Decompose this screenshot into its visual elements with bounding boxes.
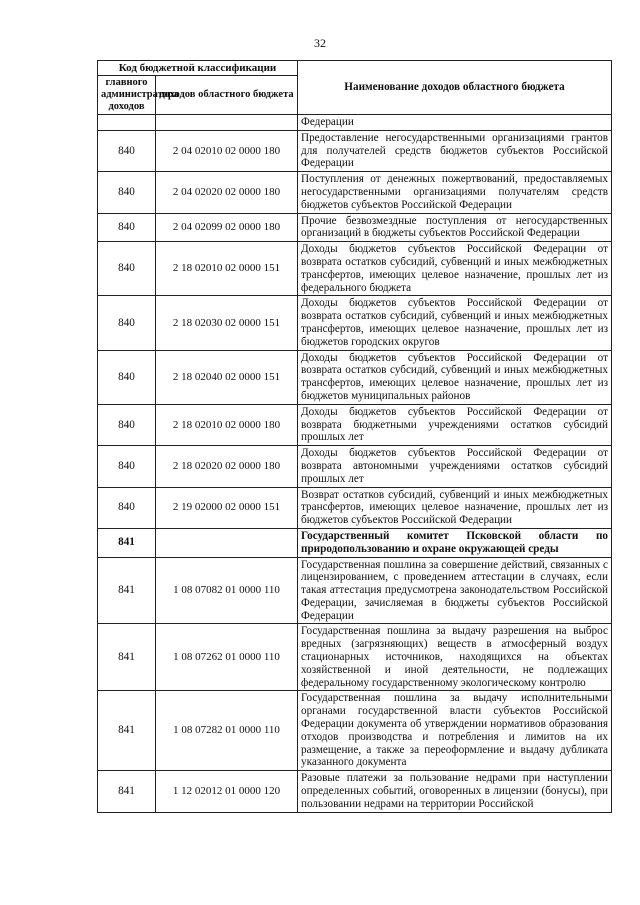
income-name-cell: Государственный комитет Псковской области по природопользованию и охране окружающей среды [298, 528, 612, 557]
income-code-cell: 2 04 02010 02 0000 180 [156, 130, 298, 171]
table-row [98, 771, 612, 812]
table-row [98, 528, 612, 557]
income-code-cell: 2 18 02020 02 0000 180 [156, 446, 298, 487]
table-header [98, 61, 612, 115]
income-name-cell: Прочие безвозмездные поступления от негосударственных организаций в бюджеты субъектов Российской Федерации [298, 213, 612, 242]
header-income-name: Наименование доходов областного бюджета [298, 61, 612, 115]
admin-code-cell: 840 [98, 172, 156, 213]
income-code-cell: 2 19 02000 02 0000 151 [156, 487, 298, 528]
income-name-cell: Федерации [298, 115, 612, 131]
table-row [98, 296, 612, 350]
admin-code-cell: 841 [98, 624, 156, 691]
table-body [98, 115, 612, 813]
income-code-cell: 1 12 02012 01 0000 120 [156, 771, 298, 812]
income-name-cell: Разовые платежи за пользование недрами при наступлении определенных событий, оговоренных в лицензии (бонусы), при пользовании недрами на территории Российской [298, 771, 612, 812]
admin-code-cell: 840 [98, 213, 156, 242]
income-name-cell: Государственная пошлина за выдачу исполнительными органами государственной власти субъектов Российской Федерации документа об утверждении нормативов образования отходов производства и потребления и лимитов на их размещение, а также за переоформление и выдачу дубликата указанного документа [298, 691, 612, 771]
income-name-cell: Доходы бюджетов субъектов Российской Федерации от возврата остатков субсидий, субвенций и иных межбюджетных трансфертов, имеющих целевое назначение, прошлых лет из бюджетов муниципальных районов [298, 350, 612, 404]
income-name-cell: Государственная пошлина за совершение действий, связанных с лицензированием, с проведением аттестации в случаях, если такая аттестация предусмотрена законодательством Российской Федерации, зачисляемая в бюджеты субъектов Российской Федерации [298, 557, 612, 624]
header-chief-administrator: главного администратора доходов [98, 76, 156, 115]
table-row [98, 446, 612, 487]
table-row [98, 624, 612, 691]
income-code-cell: 1 08 07082 01 0000 110 [156, 557, 298, 624]
table-row [98, 691, 612, 771]
income-code-cell: 2 04 02020 02 0000 180 [156, 172, 298, 213]
admin-code-cell: 840 [98, 446, 156, 487]
admin-code-cell: 840 [98, 350, 156, 404]
income-name-cell: Поступления от денежных пожертвований, предоставляемых негосударственными организациями получателям средств бюджетов субъектов Российской Федерации [298, 172, 612, 213]
income-name-cell: Возврат остатков субсидий, субвенций и иных межбюджетных трансфертов, имеющих целевое назначение, прошлых лет из бюджетов субъектов Российской Федерации [298, 487, 612, 528]
table-row [98, 404, 612, 445]
income-code-cell: 2 18 02030 02 0000 151 [156, 296, 298, 350]
income-code-cell [156, 528, 298, 557]
income-code-cell: 2 04 02099 02 0000 180 [156, 213, 298, 242]
budget-classification-table [97, 60, 612, 813]
income-code-cell: 2 18 02010 02 0000 180 [156, 404, 298, 445]
table-row [98, 350, 612, 404]
admin-code-cell: 841 [98, 771, 156, 812]
admin-code-cell [98, 115, 156, 131]
table-row [98, 130, 612, 171]
income-name-cell: Доходы бюджетов субъектов Российской Федерации от возврата остатков субсидий, субвенций и иных межбюджетных трансфертов, имеющих целевое назначение, прошлых лет из бюджетов городских округов [298, 296, 612, 350]
admin-code-cell: 841 [98, 528, 156, 557]
income-code-cell: 2 18 02010 02 0000 151 [156, 242, 298, 296]
table-row [98, 213, 612, 242]
header-budget-classification-code: Код бюджетной классификации [98, 61, 298, 76]
income-name-cell: Предоставление негосударственными организациями грантов для получателей средств бюджетов субъектов Российской Федерации [298, 130, 612, 171]
income-code-cell: 2 18 02040 02 0000 151 [156, 350, 298, 404]
admin-code-cell: 840 [98, 130, 156, 171]
admin-code-cell: 841 [98, 557, 156, 624]
table-row [98, 242, 612, 296]
table-row [98, 115, 612, 131]
page-number: 32 [314, 36, 326, 50]
table-row [98, 172, 612, 213]
admin-code-cell: 840 [98, 296, 156, 350]
income-code-cell: 1 08 07262 01 0000 110 [156, 624, 298, 691]
admin-code-cell: 840 [98, 242, 156, 296]
header-regional-budget-income: доходов областного бюджета [156, 76, 298, 115]
admin-code-cell: 840 [98, 487, 156, 528]
table-row [98, 487, 612, 528]
income-name-cell: Государственная пошлина за выдачу разрешения на выброс вредных (загрязняющих) веществ в атмосферный воздух стационарных источников, находящихся на объектах хозяйственной и иной деятельности, не подлежащих федеральному государственному экологическому контролю [298, 624, 612, 691]
income-name-cell: Доходы бюджетов субъектов Российской Федерации от возврата автономными учреждениями остатков субсидий прошлых лет [298, 446, 612, 487]
income-code-cell [156, 115, 298, 131]
table-row [98, 557, 612, 624]
admin-code-cell: 840 [98, 404, 156, 445]
admin-code-cell: 841 [98, 691, 156, 771]
income-name-cell: Доходы бюджетов субъектов Российской Федерации от возврата бюджетными учреждениями остатков субсидий прошлых лет [298, 404, 612, 445]
income-code-cell: 1 08 07282 01 0000 110 [156, 691, 298, 771]
income-name-cell: Доходы бюджетов субъектов Российской Федерации от возврата остатков субсидий, субвенций и иных межбюджетных трансфертов, имеющих целевое назначение, прошлых лет из федерального бюджета [298, 242, 612, 296]
